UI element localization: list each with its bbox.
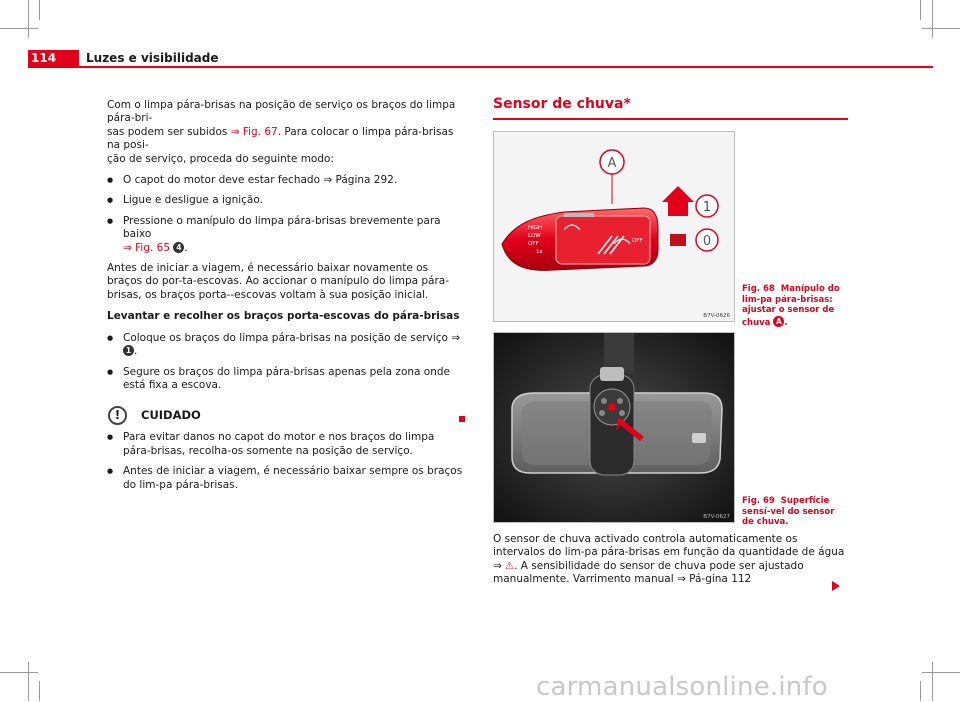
crop-mark (28, 0, 29, 38)
left-column (107, 99, 465, 499)
wiper-stalk-illustration (494, 132, 734, 321)
figure-rain-sensor (493, 332, 735, 523)
page-title: Luzes e visibilidade (86, 51, 219, 65)
intro-paragraph: Com o limpa pára-brisas na posição de serviço os braços do limpa pára-bri- sas podem ser subidos ⇒ Fig. 67. Para colocar o limpa pára-brisas na posi- ção de serviço, proceda do seguinte modo: (107, 99, 456, 165)
section-title: Sensor de chuva* (493, 96, 631, 112)
list-item: ● Coloque os braços do limpa pára-brisas na posição de serviço ⇒ 1 . (107, 332, 465, 359)
figure-code: B7V-0627 (703, 514, 730, 520)
info-icon: 1 (123, 345, 134, 356)
crop-mark (932, 0, 933, 38)
crop-mark (39, 681, 40, 701)
figure-caption: Fig. 68 Manípulo do lim-pa pára-brisas: ajustar o sensor de chuva A . (742, 284, 840, 328)
stalk-label-low: LOW (528, 233, 541, 239)
page-header (28, 50, 933, 67)
figure-caption: Fig. 69 Superfície sensí-vel do sensor de chuva. (742, 496, 835, 527)
list-item: ● Pressione o manípulo do limpa pára-brisas brevemente para baixo ⇒ Fig. 65 4 . (107, 215, 465, 255)
list-item: ● O capot do motor deve estar fechado ⇒ Página 292. (107, 174, 465, 187)
header-rule (28, 66, 933, 68)
section-rule (493, 118, 848, 120)
section-end-marker (459, 416, 465, 422)
figure-code: B7V-0626 (703, 313, 730, 319)
fig-67-link[interactable]: ⇒ Fig. 67 (230, 125, 278, 138)
watermark: carmanualsonline.info (536, 672, 828, 702)
exclamation-icon: ! (108, 406, 127, 425)
rain-sensor-illustration (494, 333, 734, 522)
callout-number: 4 (173, 242, 184, 253)
crop-mark (932, 662, 933, 701)
square-position-icon (670, 234, 686, 246)
stalk-label-1x: 1x (536, 249, 543, 255)
caution-box (107, 406, 465, 492)
subheading: Levantar e recolher os braços porta-escovas do pára-brisas (107, 310, 460, 323)
stalk-label-high: HIGH (528, 225, 543, 231)
arrow-up-icon (662, 186, 694, 216)
warning-triangle-icon: ⚠ (505, 560, 515, 572)
crop-mark (920, 0, 921, 20)
crop-mark (0, 672, 38, 673)
continue-arrow-icon (832, 581, 840, 591)
crop-mark (28, 662, 29, 701)
crop-mark (922, 672, 960, 673)
crop-mark (39, 0, 40, 20)
caution-heading: ! CUIDADO (107, 406, 465, 425)
list-item: ● Para evitar danos no capot do motor e nos braços do limpa pára-brisas, recolha-os somente na posição de serviço. (107, 431, 465, 458)
crop-mark (922, 28, 960, 29)
crop-mark (0, 28, 38, 29)
list-item: ● Segure os braços do limpa pára-brisas apenas pela zona onde está fixa a escova. (107, 366, 465, 393)
fig-65-link[interactable]: ⇒ Fig. 65 (123, 241, 171, 254)
page-number: 114 (28, 50, 79, 67)
stalk-label-off: OFF (528, 241, 539, 247)
rain-sensor-paragraph: O sensor de chuva activado controla automaticamente os intervalos do lim-pa pára-brisas em função da quantidade de água ⇒ ⚠. A sensibilidade do sensor de chuva pode ser ajustado manualmente. Varrimento manual ⇒ Pá-gina 112 (493, 533, 845, 586)
callout-1: 1 (702, 200, 712, 215)
list-item: ● Ligue e desligue a ignição. (107, 194, 465, 207)
callout-a: A (607, 156, 617, 171)
crop-mark (920, 681, 921, 701)
list-item: ● Antes de iniciar a viagem, é necessário baixar sempre os braços do lim-pa pára-brisas. (107, 465, 465, 492)
paragraph: Antes de iniciar a viagem, é necessário baixar novamente os braços do por-ta-escovas. Ao accionar o manípulo do limpa pára-brisas, os braços porta--escovas voltam à sua posição inicial. (107, 262, 450, 301)
off-label: OFF (632, 238, 643, 244)
callout-0: 0 (702, 234, 712, 249)
figure-wiper-stalk (493, 131, 735, 322)
